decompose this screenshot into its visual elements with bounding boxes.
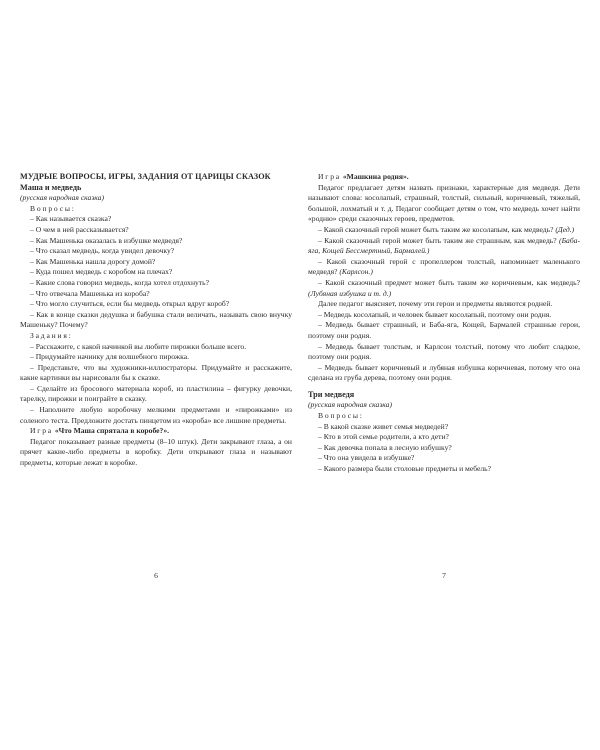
dialogue-question: – Какой сказочный герой с пропеллером толстый, напоминает маленького медведя?: [308, 256, 580, 277]
task-item: – Придумайте начинку для волшебного пирожка.: [30, 352, 189, 362]
dialogue-question: – Какой сказочный герой может быть таким же косолапым, как медведь?: [318, 224, 554, 234]
game-title: «Что Маша спрятала в коробе?».: [54, 426, 170, 436]
story-note: (русская народная сказка): [308, 400, 392, 410]
dialogue-question: – Какой сказочный предмет может быть таким же коричневым, как медведь?: [318, 277, 580, 287]
question-item: – Как называется сказка?: [30, 214, 112, 224]
explanation-item: – Медведь косолапый, и человек бывает косолапый, поэтому они родня.: [318, 309, 552, 319]
questions-list: [20, 214, 292, 331]
task-item: – Сделайте из бросового материала короб, из пластилина – фигурку девочки, тарелку, пирожки и поиграйте в сказку.: [20, 383, 292, 404]
page-number: 6: [154, 571, 158, 581]
dialogue-answer: (Дед.): [555, 224, 575, 234]
dialogue-item: [308, 257, 580, 278]
question-item: – Что могло случиться, если бы медведь открыл вдруг короб?: [30, 299, 230, 309]
questions-list: [308, 422, 580, 475]
explanation-item: – Медведь бывает толстым, и Карлсон толстый, потому что любит сладкое, поэтому они родня.: [308, 341, 580, 362]
task-item: – Представьте, что вы художники-иллюстраторы. Придумайте и расскажите, какие картинки вы нарисовали бы к сказке.: [20, 362, 292, 383]
question-item: – В какой сказке живет семья медведей?: [318, 421, 449, 431]
section-heading: МУДРЫЕ ВОПРОСЫ, ИГРЫ, ЗАДАНИЯ ОТ ЦАРИЦЫ СКАЗОК: [20, 172, 271, 181]
questions-label: Вопросы:: [318, 411, 364, 421]
game-label: Игра: [30, 426, 53, 436]
dialogue-answer: (Баба-яга, Кощей Бессмертный, Бармалей.): [308, 235, 580, 256]
right-page: [308, 172, 580, 582]
left-page: [20, 172, 292, 582]
story-title: Три медведя: [308, 389, 355, 399]
question-item: – Как девочка попала в лесную избушку?: [318, 442, 452, 452]
question-item: – Кто в этой семье родители, а кто дети?: [318, 432, 449, 442]
book-spread: [20, 172, 580, 582]
question-item: – Куда пошел медведь с коробом на плечах?: [30, 267, 173, 277]
tasks-list: [20, 342, 292, 427]
dialogue-item: [308, 236, 580, 257]
game-title: «Машкина родня».: [342, 172, 409, 181]
explanations-list: [308, 310, 580, 384]
question-item: – Как Машенька нашла дорогу домой?: [30, 256, 156, 266]
after-text: Далее педагог выясняет, почему эти герои и предметы являются родней.: [318, 299, 553, 309]
question-item: – Что она увидела в избушке?: [318, 453, 415, 463]
question-item: – Какого размера были столовые предметы и мебель?: [318, 464, 491, 474]
dialogue-answer: (Лубяная избушка и т. д.): [308, 288, 392, 298]
questions-label: Вопросы:: [30, 203, 76, 213]
dialogue-list: [308, 225, 580, 299]
story-title: Маша и медведь: [20, 182, 82, 192]
dialogue-item: [308, 225, 580, 236]
game-label: Игра: [318, 172, 341, 181]
task-item: – Расскажите, с какой начинкой вы любите пирожки больше всего.: [30, 341, 247, 351]
question-item: – Как в конце сказки дедушка и бабушка стали величать, называть свою внучку Машеньку? Почему?: [20, 309, 292, 330]
task-item: – Наполните любую коробочку мелкими предметами и «пирожками» из соленого теста. Предложите достать пинцетом из «короба» все лишние предметы.: [20, 405, 292, 425]
tasks-label: Задания:: [30, 330, 73, 340]
explanation-item: – Медведь бывает коричневый и лубяная избушка коричневая, потому что она сделана из груба дерева, поэтому они родня.: [308, 362, 580, 383]
question-item: – Что сказал медведь, когда увидел девочку?: [30, 246, 175, 256]
page-number: 7: [442, 571, 446, 581]
dialogue-item: [308, 278, 580, 299]
game-heading: [20, 426, 292, 437]
game-intro: Педагог предлагает детям назвать признаки, характерные для медведя. Дети называют слова: косолапый, страшный, толстый, сильный, коричневый, тяжелый, большой, лохматый и т. д. Педагог сообщает детям о том, что медведь хочет найти «родню» среди сказочных героев, предметов.: [308, 182, 580, 224]
question-item: – Какие слова говорил медведь, когда хотел отдохнуть?: [30, 277, 209, 287]
question-item: – Как Машенька оказалась в избушке медведя?: [30, 235, 183, 245]
game-text: Педагог показывает разные предметы (8–10 штук). Дети закрывают глаза, а он прячет какие-либо предметы в коробку. Дети открывают глаза и называют предметы, которые лежат в коробке.: [20, 436, 292, 468]
story-note: (русская народная сказка): [20, 193, 104, 203]
game-heading: [308, 172, 580, 183]
question-item: – О чем в ней рассказывается?: [30, 224, 129, 234]
explanation-item: – Медведь бывает страшный, и Баба-яга, Кощей, Бармалей страшные герои, поэтому они родня.: [308, 320, 580, 340]
dialogue-answer: (Карлсон.): [339, 267, 373, 277]
dialogue-question: – Какой сказочный герой может быть таким же страшным, как медведь?: [318, 235, 557, 245]
question-item: – Что отвечала Машенька из короба?: [30, 288, 150, 298]
